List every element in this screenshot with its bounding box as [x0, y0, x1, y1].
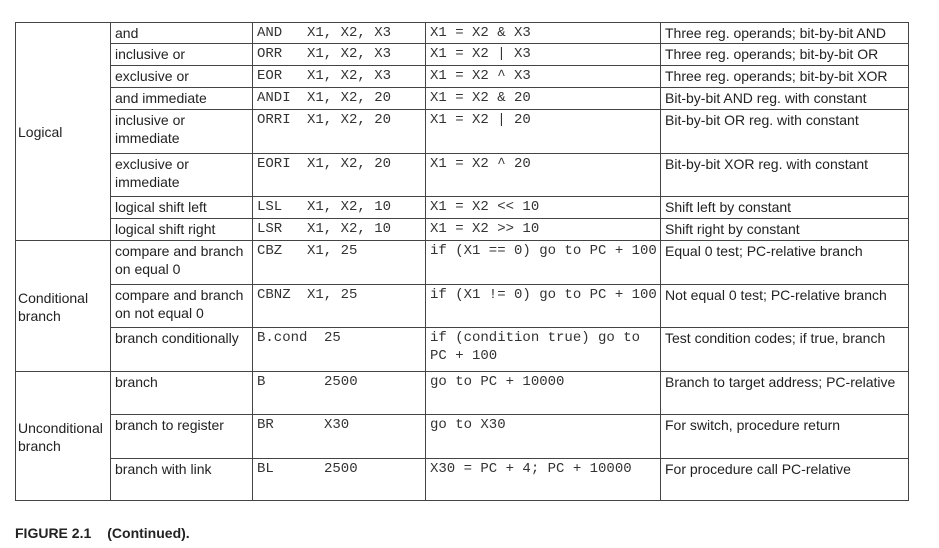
- opcode: CBNZ: [257, 287, 291, 303]
- instruction-syntax: [253, 44, 426, 66]
- example: X1 = X2 << 10: [426, 197, 661, 219]
- instruction-name: branch to register: [111, 415, 253, 459]
- operands: 2500: [324, 461, 358, 477]
- comment: Three reg. operands; bit-by-bit AND: [661, 23, 909, 44]
- instruction-syntax: [253, 88, 426, 110]
- instruction-syntax: [253, 328, 426, 372]
- table-row: [16, 372, 909, 415]
- instruction-name: compare and branch on equal 0: [111, 241, 253, 285]
- comment: Test condition codes; if true, branch: [661, 328, 909, 372]
- operands: X1, X2, X3: [307, 46, 392, 62]
- operands: X1, X2, 10: [307, 199, 392, 215]
- table-row: [16, 154, 909, 197]
- comment: Three reg. operands; bit-by-bit OR: [661, 44, 909, 66]
- instruction-name: branch with link: [111, 459, 253, 501]
- figure-caption: [15, 525, 190, 541]
- table-row: [16, 241, 909, 285]
- instruction-syntax: [253, 66, 426, 88]
- operands: X1, X2, 10: [307, 221, 392, 237]
- table-row: [16, 66, 909, 88]
- instruction-syntax: [253, 219, 426, 241]
- comment: For switch, procedure return: [661, 415, 909, 459]
- operands: X30: [324, 417, 350, 433]
- example: X1 = X2 | X3: [426, 44, 661, 66]
- operands: 25: [324, 330, 341, 346]
- table-row: [16, 110, 909, 154]
- instruction-name: exclusive or: [111, 66, 253, 88]
- category-cell: Conditional branch: [16, 241, 111, 372]
- figure-label: FIGURE 2.1: [15, 525, 92, 541]
- comment: Bit-by-bit XOR reg. with constant: [661, 154, 909, 197]
- opcode: CBZ: [257, 243, 283, 259]
- opcode: B: [257, 374, 266, 390]
- operands: X1, 25: [307, 287, 358, 303]
- instruction-syntax: [253, 372, 426, 415]
- comment: For procedure call PC-relative: [661, 459, 909, 501]
- instruction-name: logical shift right: [111, 219, 253, 241]
- comment: Branch to target address; PC-relative: [661, 372, 909, 415]
- instruction-name: and: [111, 23, 253, 44]
- instruction-syntax: [253, 415, 426, 459]
- instruction-name: logical shift left: [111, 197, 253, 219]
- example: X30 = PC + 4; PC + 10000: [426, 459, 661, 501]
- operands: 2500: [324, 374, 358, 390]
- example: X1 = X2 >> 10: [426, 219, 661, 241]
- instruction-syntax: [253, 285, 426, 328]
- table-row: [16, 23, 909, 44]
- table-row: [16, 285, 909, 328]
- instruction-name: branch conditionally: [111, 328, 253, 372]
- example: X1 = X2 ^ X3: [426, 66, 661, 88]
- figure-caption-text: (Continued).: [107, 525, 190, 541]
- example: X1 = X2 & 20: [426, 88, 661, 110]
- table-row: [16, 415, 909, 459]
- operands: X1, X2, 20: [307, 156, 392, 172]
- table-row: [16, 328, 909, 372]
- example: X1 = X2 & X3: [426, 23, 661, 44]
- table-row: [16, 219, 909, 241]
- example: if (condition true) go to PC + 100: [426, 328, 661, 372]
- table-row: [16, 44, 909, 66]
- opcode: ORR: [257, 46, 283, 62]
- instruction-syntax: [253, 23, 426, 44]
- example: X1 = X2 ^ 20: [426, 154, 661, 197]
- instruction-table: [15, 22, 909, 501]
- instruction-syntax: [253, 241, 426, 285]
- example: go to X30: [426, 415, 661, 459]
- operands: X1, X2, X3: [307, 25, 392, 41]
- opcode: AND: [257, 25, 283, 41]
- example: X1 = X2 | 20: [426, 110, 661, 154]
- operands: X1, X2, X3: [307, 68, 392, 84]
- opcode: LSL: [257, 199, 283, 215]
- instruction-syntax: [253, 110, 426, 154]
- operands: X1, X2, 20: [307, 112, 392, 128]
- table-row: [16, 197, 909, 219]
- instruction-name: and immediate: [111, 88, 253, 110]
- opcode: B.cond: [257, 330, 308, 346]
- category-cell: Logical: [16, 23, 111, 241]
- opcode: BL: [257, 461, 274, 477]
- opcode: ANDI: [257, 90, 291, 106]
- example: if (X1 != 0) go to PC + 100: [426, 285, 661, 328]
- comment: Not equal 0 test; PC-relative branch: [661, 285, 909, 328]
- table-row: [16, 88, 909, 110]
- instruction-syntax: [253, 197, 426, 219]
- comment: Equal 0 test; PC-relative branch: [661, 241, 909, 285]
- operands: X1, 25: [307, 243, 358, 259]
- operands: X1, X2, 20: [307, 90, 392, 106]
- comment: Shift right by constant: [661, 219, 909, 241]
- instruction-name: compare and branch on not equal 0: [111, 285, 253, 328]
- comment: Shift left by constant: [661, 197, 909, 219]
- opcode: EORI: [257, 156, 291, 172]
- example: go to PC + 10000: [426, 372, 661, 415]
- opcode: LSR: [257, 221, 283, 237]
- table-row: [16, 459, 909, 501]
- instruction-name: inclusive or immediate: [111, 110, 253, 154]
- comment: Three reg. operands; bit-by-bit XOR: [661, 66, 909, 88]
- instruction-name: branch: [111, 372, 253, 415]
- instruction-syntax: [253, 154, 426, 197]
- instruction-syntax: [253, 459, 426, 501]
- instruction-name: inclusive or: [111, 44, 253, 66]
- example: if (X1 == 0) go to PC + 100: [426, 241, 661, 285]
- opcode: BR: [257, 417, 274, 433]
- comment: Bit-by-bit OR reg. with constant: [661, 110, 909, 154]
- opcode: EOR: [257, 68, 283, 84]
- instruction-name: exclusive or immediate: [111, 154, 253, 197]
- opcode: ORRI: [257, 112, 291, 128]
- category-cell: Unconditional branch: [16, 372, 111, 501]
- comment: Bit-by-bit AND reg. with constant: [661, 88, 909, 110]
